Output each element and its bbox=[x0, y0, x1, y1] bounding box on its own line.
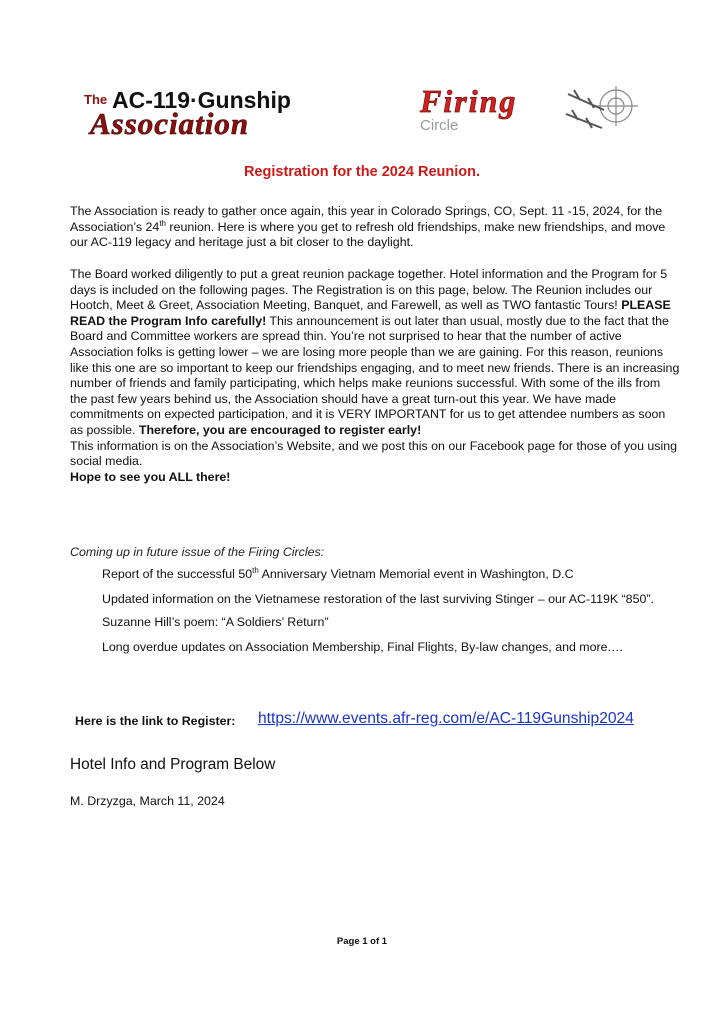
logo-gunship-text: AC-119·Gunship bbox=[112, 87, 291, 113]
crosshair-aircraft-icon bbox=[566, 86, 638, 128]
intro-paragraph: The Association is ready to gather once again, this year in Colorado Springs, CO, Sept. 11 -15, 2024, for the Association’s 24th reunion. Here is where you get to refresh old friendships, make new friendships, and move our AC-119 legacy and heritage just a bit closer to the daylight. bbox=[70, 204, 666, 250]
list-item: Updated information on the Vietnamese restoration of the last surviving Stinger – our AC-119K “850”. bbox=[102, 591, 654, 606]
board-paragraph: The Board worked diligently to put a great reunion package together. Hotel information and the Program for 5 days is included on the following pages. The Registration is on this page, below. The Reunion includes our Hootch, Meet & Greet, Association Meeting, Banquet, and Farewell, as well as TWO fantastic Tours! PLEASE READ the Program Info carefully! This announcement is out later than usual, mostly due to the fact that the Board and Committee workers are spread thin. You’re not surprised to hear that the number of active Association folks is getting lower – we are losing more people than we are gaining. For this reason, reunions like this one are so important to keep our friendships engaging, and to meet new friends. There is an increasing number of friends and family participating, which helps make reunions successful. With some of the ills from the past few years behind us, the Association should have a great turn-out this year. We have made commitments on expected participation, and it is VERY IMPORTANT for us to get attendee numbers as soon as possible. Therefore, you are encouraged to register early! This information is on the Association’s Website, and we post this on our Facebook page for those of you using social media. Hope to see you ALL there! bbox=[70, 267, 680, 484]
list-item: Long overdue updates on Association Membership, Final Flights, By-law changes, and more.… bbox=[102, 639, 624, 654]
page-number: Page 1 of 1 bbox=[336, 936, 388, 947]
page-title: Registration for the 2024 Reunion. bbox=[243, 164, 481, 180]
logo-circle-text: Circle bbox=[420, 117, 459, 134]
logo-firing-text: Firing bbox=[420, 84, 518, 119]
association-logo bbox=[82, 84, 382, 140]
list-item: Report of the successful 50th Anniversary Vietnam Memorial event in Washington, D.C bbox=[102, 565, 574, 581]
coming-up-heading: Coming up in future issue of the Firing Circles: bbox=[70, 545, 325, 559]
firing-circle-logo bbox=[418, 84, 648, 144]
list-item: Suzanne Hill’s poem: “A Soldiers’ Return” bbox=[102, 614, 329, 629]
register-label: Here is the link to Register: bbox=[75, 714, 236, 728]
logo-association-text: Association bbox=[90, 106, 250, 140]
upcoming-items-list bbox=[102, 567, 672, 663]
register-link[interactable]: https://www.events.afr-reg.com/e/AC-119Gunship2024 bbox=[258, 710, 634, 727]
hotel-info-heading: Hotel Info and Program Below bbox=[70, 756, 276, 773]
logo-the-text: The bbox=[84, 92, 108, 107]
signature-line: M. Drzyzga, March 11, 2024 bbox=[70, 794, 225, 808]
